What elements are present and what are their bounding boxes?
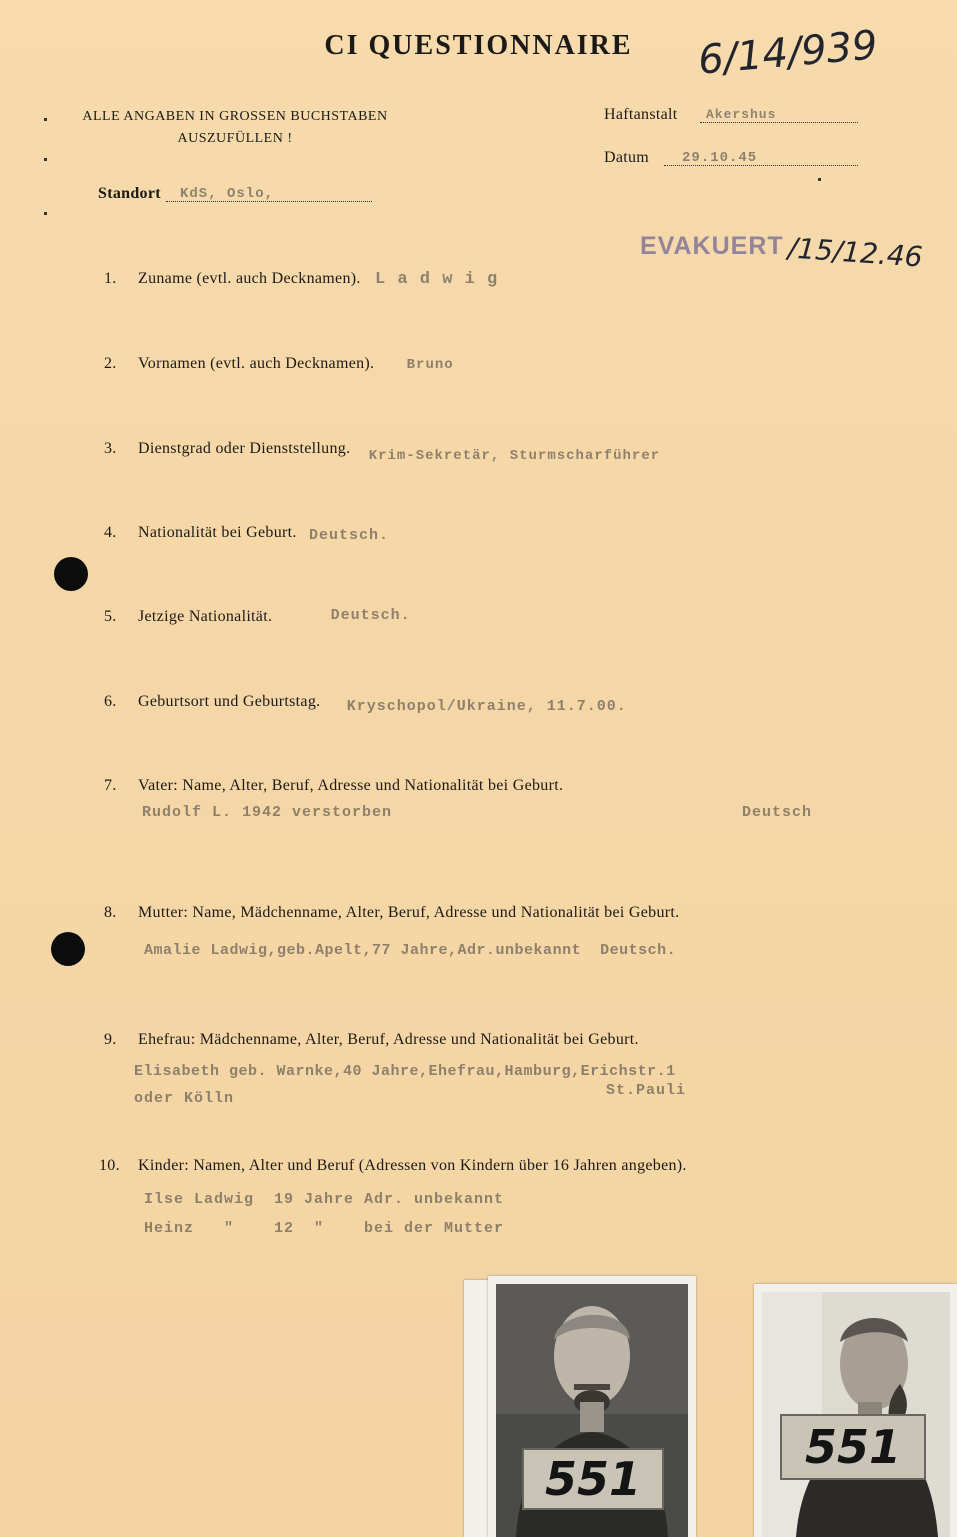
punch-hole [54,557,88,591]
instruction-text: ALLE ANGABEN IN GROSSEN BUCHSTABEN AUSZUFÜLLEN ! [82,109,388,146]
answer-9-line2-right: St.Pauli [606,1082,687,1099]
answer-3: Krim-Sekretär, Sturmscharführer [368,448,661,464]
answer-4: Deutsch. [309,527,390,544]
datum-value: 29.10.45 [682,150,758,166]
answer-9: Elisabeth geb. Warnke,40 Jahre,Ehefrau,Hamburg,Erichstr.1 [134,1063,676,1080]
answer-7: Rudolf L. 1942 verstorben [142,804,393,821]
haftanstalt-label: Haftanstalt [604,106,678,123]
answer-6: Kryschopol/Ukraine, 11.7.00. [346,698,627,715]
answer-5: Deutsch. [330,607,411,624]
datum-field [664,147,858,166]
photo-number-plaque: 551 [522,1448,664,1510]
photo-number-plaque: 551 [780,1414,926,1480]
mugshot-profile [754,1284,957,1537]
question-7: 7. Vater: Name, Alter, Beruf, Adresse und Nationalität bei Geburt. [104,777,564,794]
paper-mark [44,158,47,161]
paper-mark [818,178,821,181]
standort-field [166,183,372,202]
answer-10-line2: Heinz " 12 " bei der Mutter [144,1220,505,1237]
page-title: CI QUESTIONNAIRE [324,30,633,61]
datum-label: Datum [604,149,650,166]
mugshot-front [488,1276,696,1537]
question-6: 6. Geburtsort und Geburtstag. Kryschopol/Ukraine, 11.7.00. [104,693,627,715]
paper-mark [44,212,47,215]
standort-value: KdS, Oslo, [180,186,275,202]
stamp-handwritten-date: /15/12.46 [787,231,924,274]
evakuert-stamp: EVAKUERT [640,232,784,260]
question-1: 1. Zuname (evtl. auch Decknamen). L a d w i g [104,270,499,289]
paper-mark [44,118,47,121]
answer-7-nationality: Deutsch [742,804,813,821]
answer-1: L a d w i g [375,270,499,289]
question-10: 10. Kinder: Namen, Alter und Beruf (Adressen von Kindern über 16 Jahren angeben). [99,1157,687,1174]
punch-hole [51,932,85,966]
question-9: 9. Ehefrau: Mädchenname, Alter, Beruf, Adresse und Nationalität bei Geburt. [104,1031,639,1048]
question-4: 4. Nationalität bei Geburt. Deutsch. [104,524,390,544]
question-5: 5. Jetzige Nationalität. Deutsch. [104,607,411,625]
answer-8: Amalie Ladwig,geb.Apelt,77 Jahre,Adr.unbekannt Deutsch. [144,942,677,959]
question-3: 3. Dienstgrad oder Dienststellung. Krim-Sekretär, Sturmscharführer [104,440,661,464]
question-8: 8. Mutter: Name, Mädchenname, Alter, Beruf, Adresse und Nationalität bei Geburt. [104,904,680,921]
haftanstalt-value: Akershus [706,107,777,122]
question-2: 2. Vornamen (evtl. auch Decknamen). Bruno [104,355,454,373]
answer-2: Bruno [406,357,454,373]
haftanstalt-field [700,104,858,123]
handwritten-reference: 6/14/939 [696,22,880,84]
standort-label: Standort [98,185,161,202]
answer-10: Ilse Ladwig 19 Jahre Adr. unbekannt [144,1191,505,1208]
answer-9-line2: oder Kölln [134,1090,235,1107]
